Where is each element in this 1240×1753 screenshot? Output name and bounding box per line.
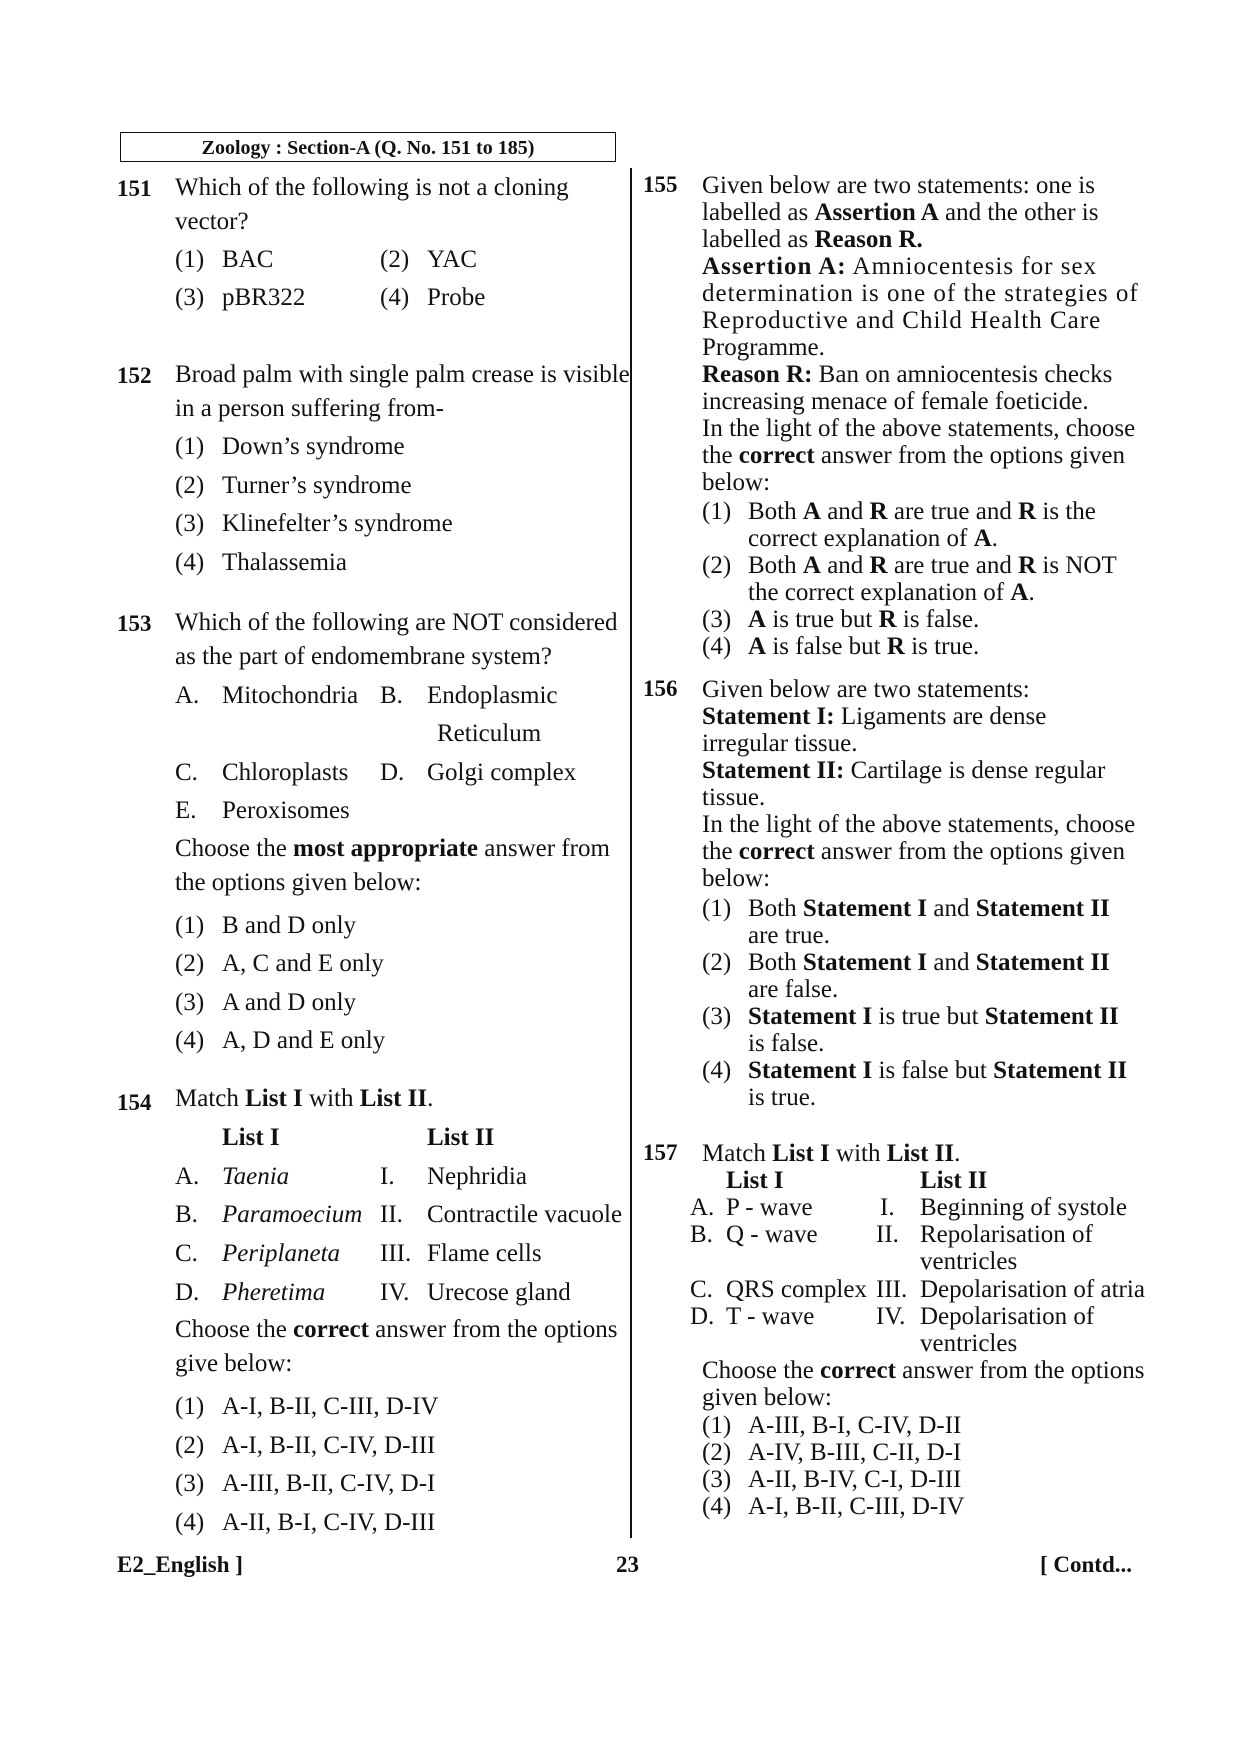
question-151-line-1: Which of the following is not a cloning xyxy=(175,174,569,201)
q157-row-c-label: C. xyxy=(690,1276,713,1303)
q154-row-a-label: A. xyxy=(175,1163,200,1190)
q155-o1-bold: R xyxy=(1018,498,1037,525)
q155-o1-part: are true and xyxy=(887,498,1019,525)
q154-option-4: A-II, B-I, C-IV, D-III xyxy=(222,1509,436,1536)
q157-row-a-roman: I. xyxy=(880,1194,895,1221)
q153-instruction-bold: most appropriate xyxy=(293,835,478,862)
q155-assertion-heading: Assertion A: xyxy=(702,253,847,280)
q154-option-2-num: (2) xyxy=(175,1432,205,1459)
q155-line-1: Given below are two statements: one is xyxy=(702,172,1095,199)
q155-line-7: Programme. xyxy=(702,334,825,361)
q153-option-2: A, C and E only xyxy=(222,950,384,977)
q154-instruction-part: Choose the xyxy=(175,1316,294,1343)
q155-o1-part: correct explanation of xyxy=(748,525,974,552)
q156-statement-i-text: Ligaments are dense xyxy=(834,703,1047,730)
q155-line-6: Reproductive and Child Health Care xyxy=(702,307,1102,334)
question-152-text xyxy=(175,358,630,426)
q155-o2-part: . xyxy=(1028,579,1035,606)
q154-row-b-item: Paramoecium xyxy=(222,1201,363,1228)
q153-item-e: Peroxisomes xyxy=(222,797,350,824)
q154-option-4-num: (4) xyxy=(175,1509,205,1536)
q154-row-c-label: C. xyxy=(175,1240,198,1267)
q156-option-1 xyxy=(748,895,1110,949)
q155-reason-heading: Reason R: xyxy=(702,361,813,388)
q152-option-2: Turner’s syndrome xyxy=(222,472,412,499)
q155-option-2-num: (2) xyxy=(702,552,732,579)
q154-option-1-num: (1) xyxy=(175,1393,205,1420)
q157-row-a-value: Beginning of systole xyxy=(920,1194,1127,1221)
q155-o1-part: Both xyxy=(748,498,803,525)
q151-option-1-num: (1) xyxy=(175,246,205,273)
q155-o2-bold: R xyxy=(1018,552,1037,579)
q157-match-part: with xyxy=(829,1140,887,1167)
q155-o2-bold: A xyxy=(802,552,821,579)
q155-line-part: answer from the options given xyxy=(814,442,1126,469)
q153-option-4-num: (4) xyxy=(175,1027,205,1054)
q153-option-1: B and D only xyxy=(222,912,357,939)
q155-line-part: labelled as xyxy=(702,226,815,253)
q156-o1-part: Both xyxy=(748,895,803,922)
q157-match-part: . xyxy=(954,1140,961,1167)
q155-option-1-num: (1) xyxy=(702,498,732,525)
q156-o4-bold: Statement I xyxy=(748,1057,873,1084)
q156-o4-part: is false but xyxy=(872,1057,994,1084)
q155-option-3 xyxy=(748,606,979,633)
question-number-151: 151 xyxy=(117,176,152,201)
q156-o3-part: is true but xyxy=(872,1003,985,1030)
q157-row-b-value-line-1: Repolarisation of xyxy=(920,1221,1093,1248)
q154-match-part: Match xyxy=(175,1085,246,1112)
q156-line-part: the xyxy=(702,838,739,865)
q155-option-1 xyxy=(748,498,1096,552)
q156-line-5: tissue. xyxy=(702,784,766,811)
q153-item-b-line-2: Reticulum xyxy=(437,720,542,747)
q156-line-6: In the light of the above statements, choose xyxy=(702,811,1136,838)
q154-match-part: . xyxy=(427,1085,434,1112)
q157-row-a-item: P - wave xyxy=(726,1194,813,1221)
q151-option-2: YAC xyxy=(427,246,478,273)
q157-option-4: A-I, B-II, C-III, D-IV xyxy=(748,1493,965,1520)
q157-row-c-item: QRS complex xyxy=(726,1276,867,1303)
q154-row-c-roman: III. xyxy=(380,1240,412,1267)
q155-line-10: In the light of the above statements, choose xyxy=(702,415,1136,442)
q157-header-list-i: List I xyxy=(726,1167,784,1194)
q154-list-ii: List II xyxy=(359,1085,428,1112)
question-number-152: 152 xyxy=(117,363,152,388)
q156-line-1: Given below are two statements: xyxy=(702,676,1030,703)
q156-o2-part: and xyxy=(927,949,976,976)
q153-option-3-num: (3) xyxy=(175,989,205,1016)
question-153-text xyxy=(175,606,617,674)
q157-option-4-num: (4) xyxy=(702,1493,732,1520)
question-number-155: 155 xyxy=(643,172,678,197)
q155-option-4-num: (4) xyxy=(702,633,732,660)
q153-instruction-line-2: the options given below: xyxy=(175,869,422,896)
q153-item-d-label: D. xyxy=(380,759,405,786)
question-151-line-2: vector? xyxy=(175,208,249,235)
q154-row-c-value: Flame cells xyxy=(427,1240,542,1267)
q153-item-c-label: C. xyxy=(175,759,198,786)
q154-row-b-roman: II. xyxy=(380,1201,403,1228)
q154-header-list-ii: List II xyxy=(427,1124,495,1151)
q156-option-4 xyxy=(748,1057,1127,1111)
q151-option-4: Probe xyxy=(427,284,486,311)
q157-row-c-value: Depolarisation of atria xyxy=(920,1276,1145,1303)
q153-option-3: A and D only xyxy=(222,989,357,1016)
q152-option-1-num: (1) xyxy=(175,433,205,460)
question-151-text xyxy=(175,171,569,239)
q157-option-1: A-III, B-I, C-IV, D-II xyxy=(748,1412,962,1439)
q152-option-3: Klinefelter’s syndrome xyxy=(222,510,453,537)
q157-row-d-label: D. xyxy=(690,1303,715,1330)
q155-line-12: below: xyxy=(702,469,771,496)
q157-option-3: A-II, B-IV, C-I, D-III xyxy=(748,1466,962,1493)
q154-row-a-item: Taenia xyxy=(222,1163,290,1190)
q154-row-d-value: Urecose gland xyxy=(427,1279,571,1306)
q156-statement-ii-text: Cartilage is dense regular xyxy=(844,757,1106,784)
q154-instruction-part: answer from the options xyxy=(368,1316,618,1343)
q155-o2-bold: A xyxy=(1010,579,1029,606)
q155-o1-bold: R xyxy=(869,498,888,525)
q151-option-3-num: (3) xyxy=(175,284,205,311)
q153-option-4: A, D and E only xyxy=(222,1027,386,1054)
q155-line-5: determination is one of the strategies of xyxy=(702,280,1139,307)
q155-o3-bold: A xyxy=(748,606,767,633)
q157-row-b-item: Q - wave xyxy=(726,1221,818,1248)
footer-continued: [ Contd... xyxy=(1040,1552,1133,1577)
q156-option-1-num: (1) xyxy=(702,895,732,922)
q154-header-list-i: List I xyxy=(222,1124,280,1151)
q155-o4-part: is true. xyxy=(904,633,980,660)
q151-option-1: BAC xyxy=(222,246,274,273)
q151-option-2-num: (2) xyxy=(380,246,410,273)
q156-o3-bold: Statement I xyxy=(748,1003,873,1030)
q153-item-d: Golgi complex xyxy=(427,759,577,786)
q151-option-3: pBR322 xyxy=(222,284,306,311)
q155-line-9: increasing menace of female foeticide. xyxy=(702,388,1089,415)
q155-line-part: the xyxy=(702,442,739,469)
q156-line-8: below: xyxy=(702,865,771,892)
q155-o2-part: the correct explanation of xyxy=(748,579,1011,606)
q157-option-2-num: (2) xyxy=(702,1439,732,1466)
q154-list-i: List I xyxy=(245,1085,303,1112)
q155-o2-part: and xyxy=(820,552,870,579)
question-number-154: 154 xyxy=(117,1090,152,1115)
footer-paper-code: E2_English ] xyxy=(117,1552,243,1577)
q156-line-part: answer from the options given xyxy=(814,838,1126,865)
q155-o4-part: is false but xyxy=(766,633,887,660)
q157-row-d-value-line-2: ventricles xyxy=(920,1330,1018,1357)
question-152-line-1: Broad palm with single palm crease is visible xyxy=(175,361,630,388)
q157-row-b-roman: II. xyxy=(876,1221,899,1248)
q153-item-e-label: E. xyxy=(175,797,197,824)
q156-o1-bold: Statement I xyxy=(802,895,928,922)
question-153-line-1: Which of the following are NOT considered xyxy=(175,609,618,636)
q154-match-part: with xyxy=(302,1085,360,1112)
question-number-156: 156 xyxy=(643,676,678,701)
q154-row-d-roman: IV. xyxy=(380,1279,410,1306)
q154-match-line xyxy=(175,1085,433,1113)
q153-instruction-part: answer from xyxy=(478,835,610,862)
q155-reason-label: Reason R. xyxy=(814,226,923,253)
q156-o2-bold: Statement I xyxy=(802,949,928,976)
q156-o1-bold: Statement II xyxy=(975,895,1110,922)
q156-option-4-num: (4) xyxy=(702,1057,732,1084)
q155-o4-bold: R xyxy=(886,633,905,660)
q157-row-b-value-line-2: ventricles xyxy=(920,1248,1018,1275)
q156-line-3: irregular tissue. xyxy=(702,730,858,757)
q157-row-c-roman: III. xyxy=(876,1276,908,1303)
q153-item-b-label: B. xyxy=(380,682,403,709)
q157-list-ii: List II xyxy=(886,1140,955,1167)
q155-o1-part: is the xyxy=(1036,498,1096,525)
q155-o1-bold: A xyxy=(802,498,821,525)
q153-item-a: Mitochondria xyxy=(222,682,359,709)
q154-row-c-item: Periplaneta xyxy=(222,1240,341,1267)
q155-option-4 xyxy=(748,633,979,660)
q154-option-3: A-III, B-II, C-IV, D-I xyxy=(222,1470,436,1497)
q155-line-part: labelled as xyxy=(702,199,815,226)
q156-option-3 xyxy=(748,1003,1119,1057)
q156-option-2-num: (2) xyxy=(702,949,732,976)
q154-row-b-value: Contractile vacuole xyxy=(427,1201,623,1228)
q152-option-4: Thalassemia xyxy=(222,549,347,576)
question-number-153: 153 xyxy=(117,611,152,636)
q156-o3-bold: Statement II xyxy=(984,1003,1119,1030)
q156-option-3-num: (3) xyxy=(702,1003,732,1030)
q152-option-1: Down’s syndrome xyxy=(222,433,405,460)
q155-o1-bold: A xyxy=(973,525,992,552)
q157-match-part: Match xyxy=(702,1140,773,1167)
q155-o3-bold: R xyxy=(878,606,897,633)
q156-o3-line-2: is false. xyxy=(748,1030,825,1057)
q157-option-3-num: (3) xyxy=(702,1466,732,1493)
q155-option-2 xyxy=(748,552,1117,606)
q153-item-b-line-1: Endoplasmic xyxy=(427,682,558,709)
q152-option-3-num: (3) xyxy=(175,510,205,537)
q154-row-d-label: D. xyxy=(175,1279,200,1306)
q155-o2-part: are true and xyxy=(887,552,1019,579)
q155-o2-part: Both xyxy=(748,552,803,579)
q157-instruction-line-2: given below: xyxy=(702,1384,832,1411)
q155-o3-part: is false. xyxy=(896,606,980,633)
q156-o1-part: and xyxy=(927,895,976,922)
question-153-line-2: as the part of endomembrane system? xyxy=(175,643,552,670)
q156-o2-part: Both xyxy=(748,949,803,976)
q151-option-4-num: (4) xyxy=(380,284,410,311)
q155-correct-bold: correct xyxy=(738,442,815,469)
q154-instruction-line-2: give below: xyxy=(175,1350,293,1377)
q154-row-d-item: Pheretima xyxy=(222,1279,326,1306)
q154-row-b-label: B. xyxy=(175,1201,198,1228)
q155-assertion-label: Assertion A xyxy=(814,199,939,226)
q156-o4-line-2: is true. xyxy=(748,1084,817,1111)
q154-instruction-bold: correct xyxy=(293,1316,369,1343)
q157-row-d-value-line-1: Depolarisation of xyxy=(920,1303,1095,1330)
q154-row-a-roman: I. xyxy=(380,1163,395,1190)
q155-assertion-text: Amniocentesis for sex xyxy=(846,253,1098,280)
q153-item-a-label: A. xyxy=(175,682,200,709)
question-number-157: 157 xyxy=(643,1140,678,1165)
q155-line-part: and the other is xyxy=(938,199,1099,226)
q157-option-2: A-IV, B-III, C-II, D-I xyxy=(748,1439,962,1466)
q154-option-2: A-I, B-II, C-IV, D-III xyxy=(222,1432,436,1459)
q157-match-line xyxy=(702,1140,960,1167)
q157-row-d-item: T - wave xyxy=(726,1303,815,1330)
q155-option-3-num: (3) xyxy=(702,606,732,633)
q155-o2-part: is NOT xyxy=(1036,552,1117,579)
q157-row-a-label: A. xyxy=(690,1194,715,1221)
q153-option-2-num: (2) xyxy=(175,950,205,977)
q155-reason-text: Ban on amniocentesis checks xyxy=(812,361,1113,388)
q155-o4-bold: A xyxy=(748,633,767,660)
q156-correct-bold: correct xyxy=(738,838,815,865)
q156-o2-bold: Statement II xyxy=(975,949,1110,976)
q157-row-d-value xyxy=(920,1303,1094,1357)
q153-instruction-part: Choose the xyxy=(175,835,294,862)
q156-statement-ii-heading: Statement II: xyxy=(702,757,845,784)
q155-o1-part: . xyxy=(991,525,998,552)
q153-instruction xyxy=(175,832,610,900)
q157-instruction xyxy=(702,1357,1144,1411)
q156-o2-line-2: are false. xyxy=(748,976,839,1003)
q154-option-3-num: (3) xyxy=(175,1470,205,1497)
q157-row-b-value xyxy=(920,1221,1093,1275)
question-156-text xyxy=(702,676,1142,892)
page-number: 23 xyxy=(616,1552,639,1577)
question-152-line-2: in a person suffering from- xyxy=(175,395,444,422)
q157-row-b-label: B. xyxy=(690,1221,713,1248)
q157-row-d-roman: IV. xyxy=(876,1303,906,1330)
q157-header-list-ii: List II xyxy=(920,1167,988,1194)
q156-option-2 xyxy=(748,949,1110,1003)
q156-statement-i-heading: Statement I: xyxy=(702,703,835,730)
q157-list-i: List I xyxy=(772,1140,830,1167)
q154-option-1: A-I, B-II, C-III, D-IV xyxy=(222,1393,439,1420)
q157-instruction-part: Choose the xyxy=(702,1357,821,1384)
question-155-text xyxy=(702,172,1142,496)
q157-instruction-part: answer from the options xyxy=(895,1357,1145,1384)
q152-option-4-num: (4) xyxy=(175,549,205,576)
q157-option-1-num: (1) xyxy=(702,1412,732,1439)
section-header: Zoology : Section-A (Q. No. 151 to 185) xyxy=(120,132,616,162)
q155-o2-bold: R xyxy=(869,552,888,579)
q153-item-c: Chloroplasts xyxy=(222,759,349,786)
column-divider xyxy=(630,168,632,1538)
q155-o1-part: and xyxy=(820,498,870,525)
q154-instruction xyxy=(175,1313,617,1381)
q155-o3-part: is true but xyxy=(766,606,879,633)
q154-row-a-value: Nephridia xyxy=(427,1163,527,1190)
q152-option-2-num: (2) xyxy=(175,472,205,499)
q153-option-1-num: (1) xyxy=(175,912,205,939)
q156-o4-bold: Statement II xyxy=(993,1057,1128,1084)
q157-instruction-bold: correct xyxy=(820,1357,896,1384)
q156-o1-line-2: are true. xyxy=(748,922,830,949)
